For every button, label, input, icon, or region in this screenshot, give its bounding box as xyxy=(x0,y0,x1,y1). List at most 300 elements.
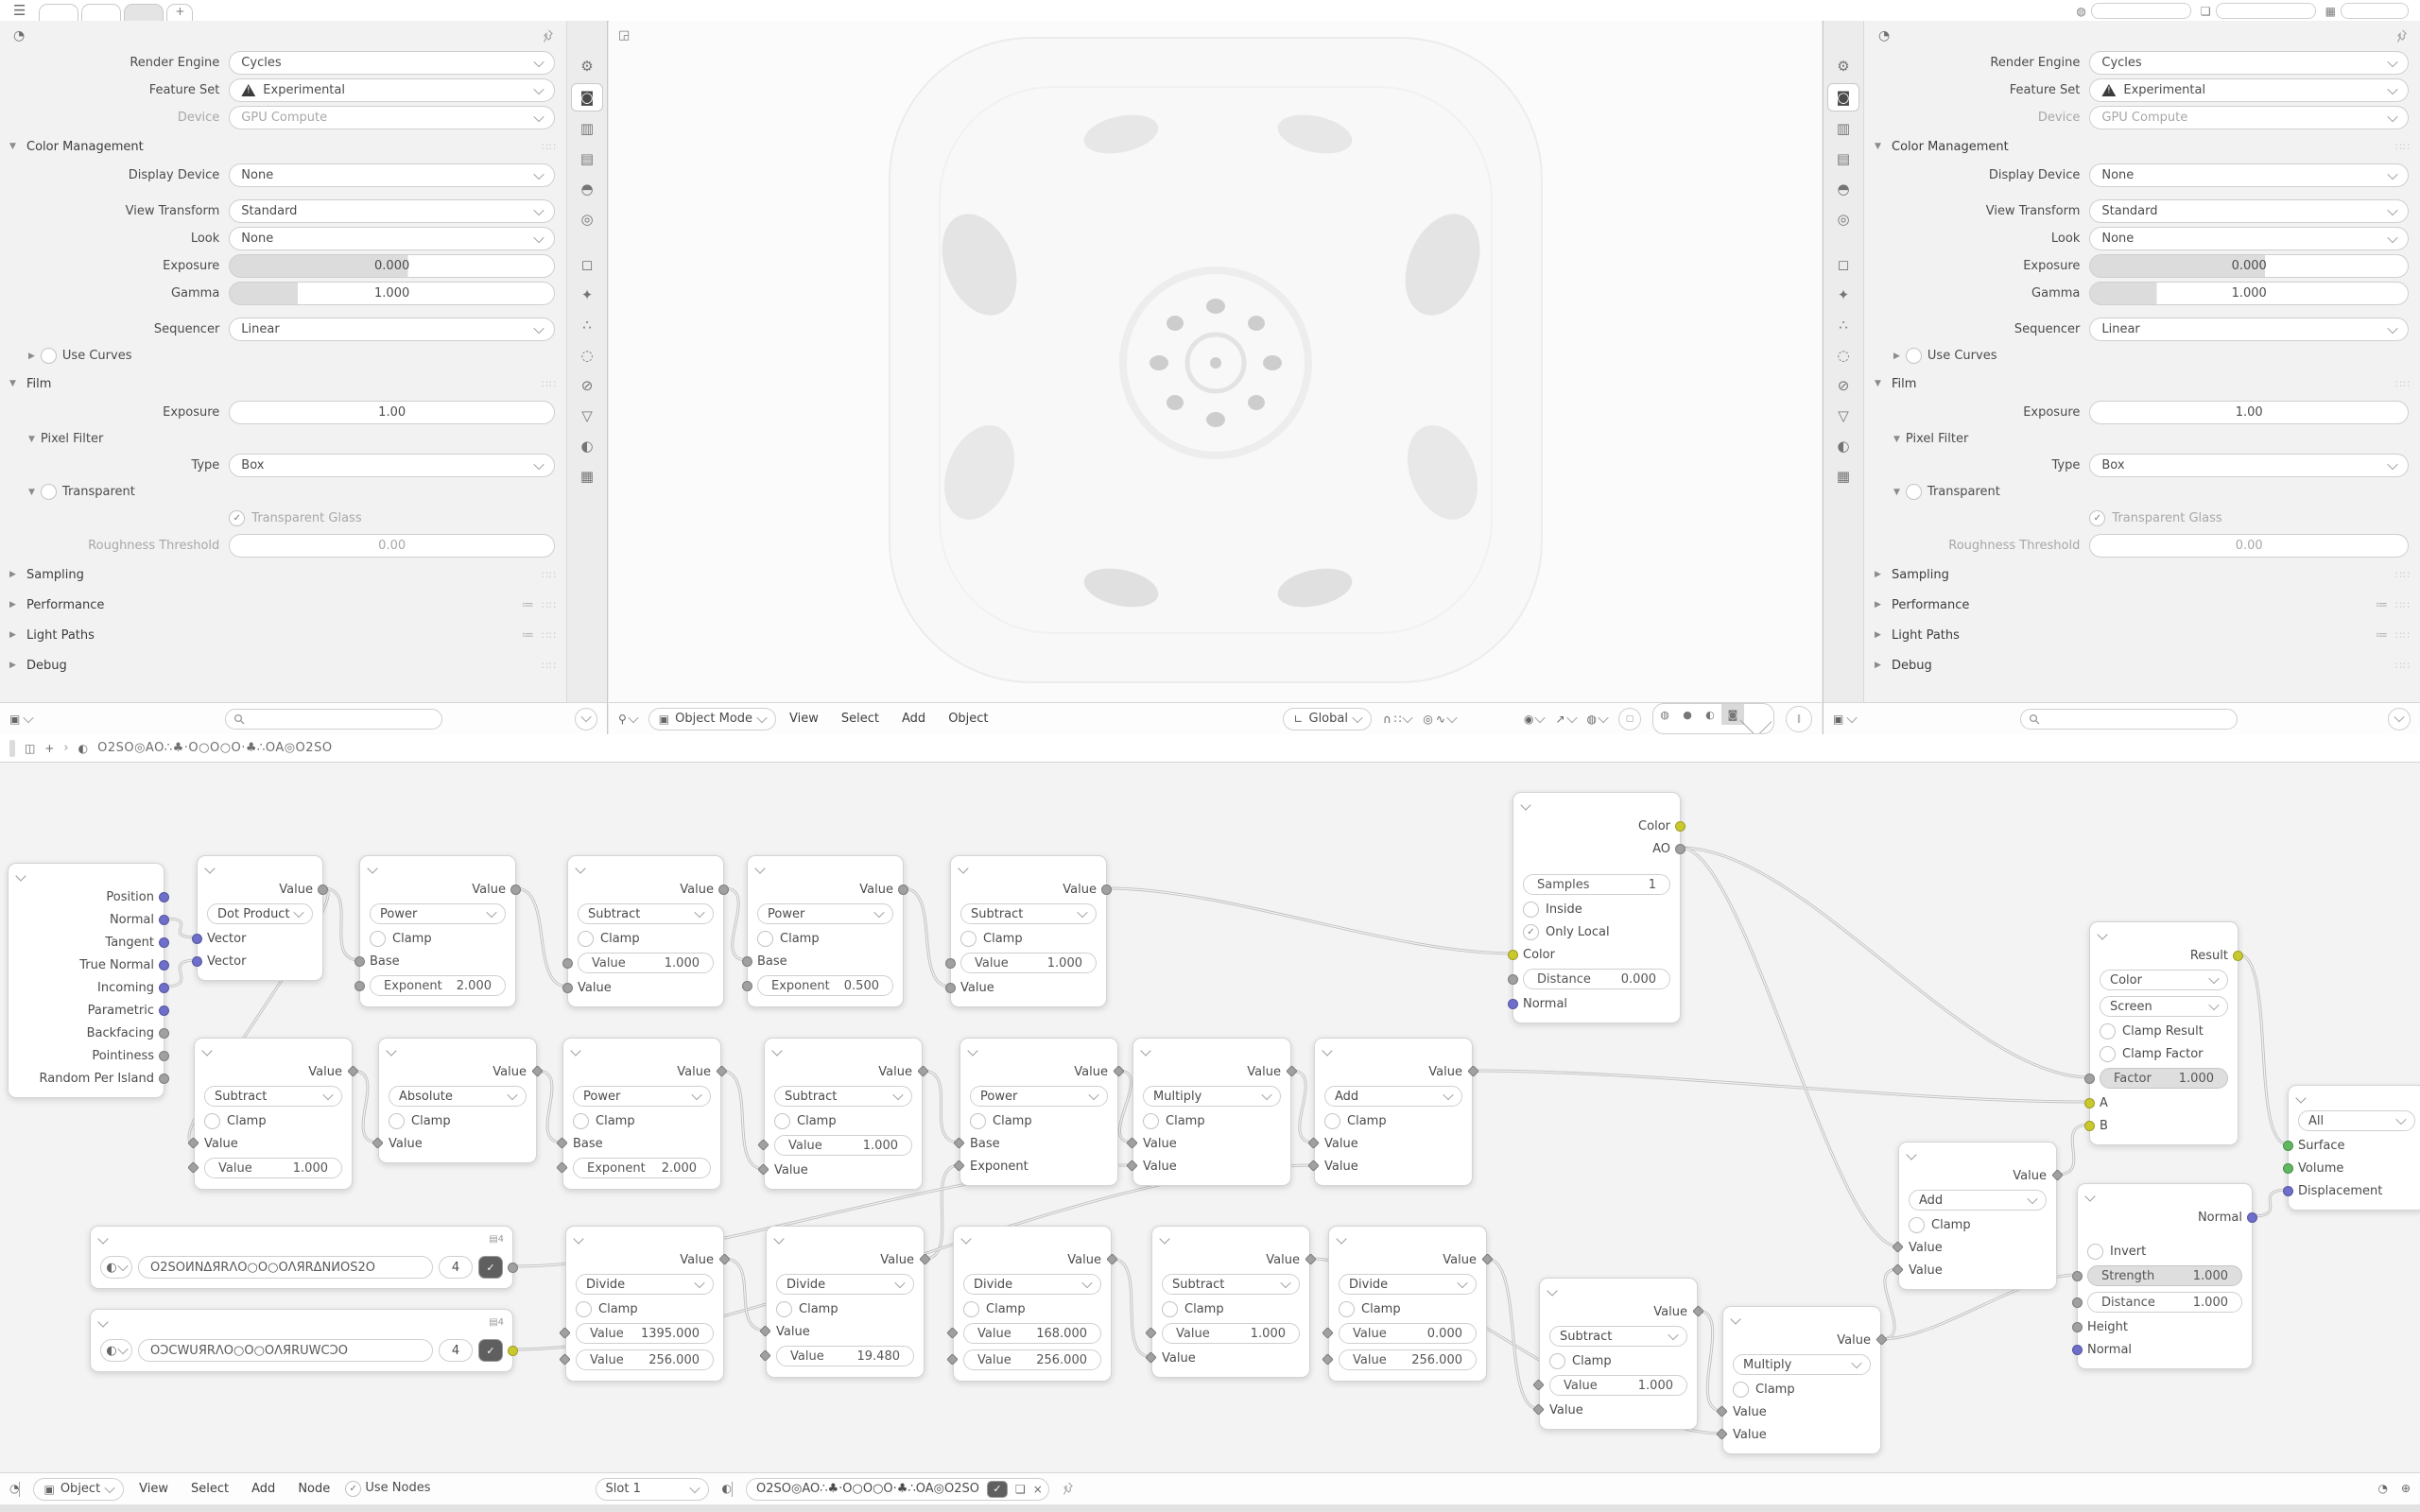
checkbox-icon[interactable] xyxy=(1909,1217,1925,1233)
dropdown-value: Multiply xyxy=(1743,1357,1792,1372)
socket-input xyxy=(945,983,956,993)
field-label: Render Engine xyxy=(130,56,220,70)
subpanel-use-curves[interactable]: ▶ Use Curves xyxy=(28,349,132,363)
node-p3[interactable] xyxy=(562,1038,721,1190)
field-display-device[interactable] xyxy=(229,163,555,187)
tab-constraints[interactable]: ⊘ xyxy=(580,377,594,394)
tab-data[interactable]: ▽ xyxy=(1838,407,1849,424)
socket-label: Value xyxy=(859,882,893,897)
field-feature-set[interactable] xyxy=(2089,78,2409,102)
transform-orientation[interactable] xyxy=(1283,708,1372,730)
view-layer-selector[interactable] xyxy=(2201,3,2316,19)
section-film[interactable] xyxy=(0,369,566,399)
pin-icon[interactable] xyxy=(543,29,555,43)
checkbox-icon[interactable] xyxy=(576,1301,592,1317)
node-dropdown[interactable] xyxy=(960,903,1097,924)
field-gamma[interactable] xyxy=(229,282,555,305)
workspace-tab[interactable] xyxy=(124,4,164,21)
field-view-transform[interactable] xyxy=(2089,199,2409,223)
node-d1[interactable] xyxy=(565,1226,724,1382)
copy-icon[interactable]: ❏ xyxy=(1014,1482,1026,1496)
node-dropdown[interactable] xyxy=(573,1086,711,1107)
section-color-management[interactable] xyxy=(1865,131,2420,162)
checkbox-icon[interactable] xyxy=(757,931,773,947)
tab-material[interactable]: ◐ xyxy=(580,438,594,455)
node-s4[interactable] xyxy=(764,1038,923,1190)
node-dropdown[interactable] xyxy=(757,903,893,924)
checkbox-transparent-glass[interactable] xyxy=(2089,510,2409,526)
field-sequencer[interactable] xyxy=(2089,318,2409,341)
socket-label: Value xyxy=(1549,1402,1583,1418)
xray-toggle[interactable]: ▢ xyxy=(1618,708,1641,730)
field-exposure[interactable] xyxy=(229,254,555,278)
section-light-paths[interactable] xyxy=(0,620,566,650)
tab-material[interactable]: ◐ xyxy=(1837,438,1850,455)
section-performance[interactable] xyxy=(0,590,566,620)
node-canvas[interactable] xyxy=(0,763,2420,1472)
field-view-transform[interactable] xyxy=(229,199,555,223)
value-field[interactable]: Value 0.000 xyxy=(1339,1323,1477,1344)
node-header[interactable] xyxy=(951,856,1106,877)
value-field[interactable]: Value 1.000 xyxy=(774,1135,912,1156)
collapse-icon xyxy=(201,1045,212,1056)
socket-label: Value xyxy=(1443,1252,1477,1267)
socket-label: Value xyxy=(680,882,714,897)
node-header[interactable] xyxy=(2078,1184,2252,1205)
node-header[interactable] xyxy=(1329,1227,1486,1247)
material-browse[interactable]: ◐ xyxy=(721,1482,732,1495)
node-header[interactable] xyxy=(566,1227,723,1247)
editor-type-icon[interactable]: ◲ xyxy=(618,28,631,43)
workspace-tab[interactable] xyxy=(39,4,78,21)
toggle-checkbox[interactable] xyxy=(41,348,57,364)
proportional-editing[interactable]: ◎ ∿ xyxy=(1423,713,1456,726)
value-field[interactable]: Distance 1.000 xyxy=(2087,1292,2242,1313)
node-dropdown[interactable] xyxy=(970,1086,1108,1107)
image-datablock-icon[interactable]: ◐ xyxy=(100,1256,132,1279)
tab-object[interactable]: ◻ xyxy=(1837,256,1850,273)
value-field[interactable]: Value 168.000 xyxy=(963,1323,1101,1344)
node-s1[interactable] xyxy=(567,855,724,1007)
node-header[interactable] xyxy=(1133,1039,1290,1059)
node-s3[interactable] xyxy=(194,1038,353,1190)
field-value: Experimental xyxy=(263,83,345,97)
node-dropdown[interactable] xyxy=(389,1086,527,1107)
workspace-tab[interactable] xyxy=(81,4,121,21)
node-dropdown[interactable] xyxy=(774,1086,912,1107)
node-dropdown[interactable] xyxy=(1162,1274,1300,1295)
field-roughness-threshold[interactable] xyxy=(2089,534,2409,558)
tab-view-layer[interactable]: ▤ xyxy=(1836,150,1851,167)
node-out1[interactable] xyxy=(2288,1085,2420,1211)
material-name-field[interactable] xyxy=(746,1478,1049,1501)
menu-object[interactable]: Object xyxy=(948,712,989,726)
menu-add[interactable]: Add xyxy=(251,1482,276,1496)
node-dropdown[interactable] xyxy=(776,1274,914,1295)
collapse-icon: ▼ xyxy=(9,379,16,388)
checkbox-icon[interactable] xyxy=(963,1301,979,1317)
filter-toggle[interactable]: ▣ xyxy=(1833,713,1856,726)
node-p2[interactable] xyxy=(747,855,904,1007)
toggle-checkbox[interactable] xyxy=(41,484,57,500)
checkbox-transparent-glass[interactable] xyxy=(229,510,555,526)
node-dropdown[interactable] xyxy=(2100,970,2228,990)
image-name-field[interactable]: OƆCWUЯRΛO○O○OΛЯRUWCƆO xyxy=(138,1339,433,1362)
collapse-icon xyxy=(97,1316,108,1327)
section-sampling[interactable] xyxy=(1865,559,2420,590)
subpanel-use-curves[interactable]: ▶ Use Curves xyxy=(1893,349,1997,363)
tab-modifiers[interactable]: ✦ xyxy=(580,286,594,303)
node-header[interactable] xyxy=(91,1310,512,1331)
checkbox-icon[interactable] xyxy=(204,1113,220,1129)
node-dropdown[interactable] xyxy=(1909,1190,2047,1211)
collapse-icon xyxy=(1336,1233,1346,1244)
checkbox-icon[interactable] xyxy=(1733,1382,1749,1398)
use-nodes-checkbox[interactable]: ✓ Use Nodes xyxy=(345,1481,430,1497)
dropdown-value: Power xyxy=(980,1089,1018,1104)
checkbox-label: Clamp xyxy=(598,1301,638,1316)
node-s6[interactable] xyxy=(1539,1278,1698,1430)
subpanel-transparent[interactable]: ▼ Transparent xyxy=(1893,485,2000,499)
tab-output[interactable]: ▥ xyxy=(579,120,595,137)
node-header[interactable] xyxy=(195,1039,352,1059)
filter-toggle[interactable]: ▣ xyxy=(9,713,32,726)
tab-object[interactable]: ◻ xyxy=(580,256,594,273)
node-dropdown[interactable] xyxy=(1339,1274,1477,1295)
checkbox-icon[interactable] xyxy=(370,931,386,947)
node-ao[interactable] xyxy=(1512,792,1681,1023)
shading-material[interactable]: ◐ xyxy=(1705,708,1715,721)
node-img1[interactable] xyxy=(90,1226,513,1289)
viewport-menus xyxy=(787,712,990,726)
value-field[interactable]: Distance 0.000 xyxy=(1523,969,1670,989)
node-header[interactable] xyxy=(767,1227,924,1247)
node-mix1[interactable] xyxy=(2089,921,2238,1145)
field-feature-set[interactable] xyxy=(229,78,555,102)
node-dropdown[interactable] xyxy=(576,1274,714,1295)
chevron-down-icon xyxy=(2387,168,2397,179)
snap-toggle[interactable]: ∩ ∷ xyxy=(1383,713,1411,726)
node-dropdown[interactable] xyxy=(1549,1326,1687,1347)
checkbox-icon[interactable] xyxy=(1339,1301,1355,1317)
toggle-checkbox[interactable] xyxy=(1906,484,1922,500)
node-ad2[interactable] xyxy=(1898,1142,2057,1290)
shader-editor-icon[interactable]: ◫ xyxy=(25,741,36,755)
scene-selector[interactable] xyxy=(2076,3,2190,19)
node-header[interactable] xyxy=(568,856,723,877)
image-datablock-icon[interactable]: ◐ xyxy=(100,1339,132,1362)
checkbox-icon[interactable] xyxy=(2087,1244,2103,1260)
editor-mode-icon[interactable]: ⚲ xyxy=(618,713,637,726)
field-type[interactable] xyxy=(229,454,555,477)
expand-icon: ▶ xyxy=(1875,570,1881,579)
checkbox-label: Clamp xyxy=(986,1301,1026,1316)
value-field[interactable]: Factor 1.000 xyxy=(2100,1068,2228,1089)
checkbox-icon[interactable] xyxy=(578,931,594,947)
value-field[interactable]: Value 256.000 xyxy=(1339,1349,1477,1370)
tab-scene[interactable]: ◓ xyxy=(580,180,594,198)
node-s5[interactable] xyxy=(1151,1226,1310,1378)
node-header[interactable] xyxy=(1152,1227,1309,1247)
section-light-paths[interactable] xyxy=(1865,620,2420,650)
field-roughness-threshold[interactable] xyxy=(229,534,555,558)
tab-texture[interactable]: ▦ xyxy=(1836,468,1851,485)
tab-constraints[interactable]: ⊘ xyxy=(1837,377,1850,394)
value-field[interactable]: Value 1.000 xyxy=(1162,1323,1300,1344)
node-dropdown[interactable] xyxy=(1324,1086,1462,1107)
tab-data[interactable]: ▽ xyxy=(581,407,593,424)
menu-view[interactable]: View xyxy=(789,712,819,726)
fake-user-shield-icon[interactable]: ✓ xyxy=(478,1256,503,1279)
node-bump1[interactable] xyxy=(2077,1183,2253,1369)
shading-mode-group xyxy=(1652,703,1774,734)
properties-editor-icon[interactable]: ◔ xyxy=(13,28,26,43)
field-exposure[interactable] xyxy=(229,401,555,424)
node-dropdown[interactable] xyxy=(2298,1110,2415,1131)
socket-label: Value xyxy=(472,882,506,897)
value-field[interactable]: Exponent 0.500 xyxy=(757,975,893,996)
pause-render-button[interactable]: ‖ xyxy=(1786,706,1812,732)
menu-select[interactable]: Select xyxy=(840,712,880,726)
field-gamma[interactable] xyxy=(2089,282,2409,305)
options-button[interactable] xyxy=(2388,708,2411,730)
value-field[interactable]: Value 19.480 xyxy=(776,1346,914,1366)
value-field[interactable]: Value 1.000 xyxy=(960,953,1097,973)
checkbox-icon[interactable] xyxy=(389,1113,405,1129)
chevron-down-icon xyxy=(1280,1278,1290,1288)
node-m1[interactable] xyxy=(1132,1038,1291,1186)
tab-particles[interactable]: ∴ xyxy=(582,317,592,334)
checkbox-icon[interactable] xyxy=(1162,1301,1178,1317)
node-header[interactable] xyxy=(960,1039,1117,1059)
checkbox-icon[interactable] xyxy=(1523,902,1539,918)
node-s2[interactable] xyxy=(950,855,1107,1007)
value-field[interactable]: Samples 1 xyxy=(1523,874,1670,895)
node-header[interactable] xyxy=(1315,1039,1472,1059)
section-debug[interactable] xyxy=(0,650,566,680)
properties-editor-icon[interactable]: ◔ xyxy=(1878,28,1891,43)
checkbox-icon[interactable] xyxy=(776,1301,792,1317)
field-device[interactable] xyxy=(229,106,555,129)
socket-input xyxy=(354,981,365,991)
node-header[interactable] xyxy=(1513,793,1680,814)
slot-selector[interactable] xyxy=(596,1478,709,1501)
checkbox-icon[interactable] xyxy=(774,1113,790,1129)
properties-editor-left xyxy=(0,21,608,734)
app-menu-icon[interactable]: ☰ xyxy=(13,2,26,19)
node-header[interactable] xyxy=(198,856,322,877)
value-field[interactable]: Exponent 2.000 xyxy=(370,975,506,996)
tab-scene[interactable]: ◓ xyxy=(1837,180,1850,198)
node-dropdown[interactable] xyxy=(207,903,313,924)
section-film[interactable] xyxy=(1865,369,2420,399)
warning-icon xyxy=(241,84,255,96)
node-header[interactable] xyxy=(563,1039,720,1059)
tab-particles[interactable]: ∴ xyxy=(1839,317,1848,334)
node-header[interactable] xyxy=(748,856,903,877)
tab-modifiers[interactable]: ✦ xyxy=(1837,286,1850,303)
tab-render[interactable]: ◙ xyxy=(571,83,603,112)
value-field[interactable]: Value 256.000 xyxy=(963,1349,1101,1370)
node-img2[interactable] xyxy=(90,1309,513,1372)
shading-solid[interactable]: ● xyxy=(1683,708,1692,721)
node-ad1[interactable] xyxy=(1314,1038,1473,1186)
tab-tool[interactable]: ⚙ xyxy=(580,58,594,75)
unlink-icon[interactable]: × xyxy=(1032,1482,1043,1496)
filter-selector[interactable] xyxy=(2325,3,2409,19)
shader-context-label: Object xyxy=(60,1482,101,1496)
value-field[interactable]: Exponent 2.000 xyxy=(573,1158,711,1178)
search-input[interactable] xyxy=(2020,709,2238,730)
search-input[interactable] xyxy=(225,709,442,730)
node-d4[interactable] xyxy=(1328,1226,1487,1382)
node-dropdown[interactable] xyxy=(1733,1354,1871,1375)
node-dot1[interactable] xyxy=(197,855,323,981)
shading-rendered[interactable]: ◙ xyxy=(1721,704,1744,725)
value-field[interactable]: Value 1395.000 xyxy=(576,1323,714,1344)
node-p4[interactable] xyxy=(959,1038,1118,1186)
tab-texture[interactable]: ▦ xyxy=(579,468,595,485)
node-d2[interactable] xyxy=(766,1226,925,1378)
node-header[interactable] xyxy=(954,1227,1111,1247)
field-device[interactable] xyxy=(2089,106,2409,129)
field-exposure[interactable] xyxy=(2089,254,2409,278)
field-type[interactable] xyxy=(2089,454,2409,477)
shader-type-icon[interactable]: ◔ xyxy=(9,1482,20,1495)
tab-output[interactable]: ▥ xyxy=(1836,120,1851,137)
node-dropdown[interactable] xyxy=(204,1086,342,1107)
checkbox-icon[interactable] xyxy=(2100,1046,2116,1062)
zoom-region-icon[interactable]: ⊕ xyxy=(2400,1482,2411,1495)
subsection-pixel-filter[interactable]: ▼ Pixel Filter xyxy=(28,432,104,446)
node-header[interactable] xyxy=(379,1039,536,1059)
shading-wireframe[interactable]: ◍ xyxy=(1660,708,1669,721)
field-render-engine[interactable] xyxy=(2089,51,2409,75)
node-dropdown[interactable] xyxy=(963,1274,1101,1295)
subsection-pixel-filter[interactable]: ▼ Pixel Filter xyxy=(1893,432,1969,446)
pin-icon[interactable] xyxy=(2396,29,2409,43)
drag-handle[interactable] xyxy=(9,740,15,757)
node-dropdown[interactable] xyxy=(370,903,506,924)
section-debug[interactable] xyxy=(1865,650,2420,680)
socket-output xyxy=(510,885,521,895)
checkbox-icon[interactable] xyxy=(1143,1113,1159,1129)
pin-icon[interactable] xyxy=(1063,1482,1075,1496)
overlays-toggle[interactable]: ◍ xyxy=(1587,713,1607,726)
section-label: Sampling xyxy=(26,567,84,582)
node-header[interactable] xyxy=(360,856,515,877)
checkbox-icon[interactable]: ✓ xyxy=(1523,924,1539,940)
checkbox-icon[interactable] xyxy=(1324,1113,1340,1129)
section-sampling[interactable] xyxy=(0,559,566,590)
socket-label: Value xyxy=(1837,1332,1871,1348)
options-button[interactable] xyxy=(575,708,597,730)
section-color-management[interactable] xyxy=(0,131,566,162)
field-sequencer[interactable] xyxy=(229,318,555,341)
checkbox-icon[interactable] xyxy=(573,1113,589,1129)
section-performance[interactable] xyxy=(1865,590,2420,620)
fake-user-shield-icon[interactable]: ✓ xyxy=(478,1339,503,1362)
chevron-down-icon xyxy=(1457,1278,1467,1288)
node-dropdown[interactable] xyxy=(2100,996,2228,1017)
node-header[interactable] xyxy=(91,1227,512,1247)
value-field[interactable]: Value 256.000 xyxy=(576,1349,714,1370)
image-name-field[interactable]: O2SOИNΔЯRΛO○O○OΛЯRΔNИOS2O xyxy=(138,1256,433,1279)
node-p1[interactable] xyxy=(359,855,516,1007)
frames-field[interactable]: 4 xyxy=(439,1256,473,1279)
node-header[interactable] xyxy=(765,1039,922,1059)
node-dropdown[interactable] xyxy=(1143,1086,1281,1107)
chevron-down-icon xyxy=(533,168,544,179)
checkbox-icon[interactable] xyxy=(970,1113,986,1129)
checkbox-icon[interactable] xyxy=(1549,1353,1565,1369)
visibility-toggle[interactable]: ◉ xyxy=(1524,713,1544,726)
node-header[interactable] xyxy=(1540,1279,1697,1299)
value-field[interactable]: Value 1.000 xyxy=(204,1158,342,1178)
subpanel-label: Use Curves xyxy=(1927,349,1997,363)
checkbox-icon[interactable] xyxy=(2100,1023,2116,1040)
tab-tool[interactable]: ⚙ xyxy=(1837,58,1850,75)
field-look[interactable] xyxy=(2089,227,2409,250)
node-m2[interactable] xyxy=(1722,1306,1881,1454)
value-field[interactable]: Value 1.000 xyxy=(578,953,714,973)
mode-selector[interactable] xyxy=(648,708,776,730)
node-header[interactable] xyxy=(2289,1086,2420,1107)
shader-context-selector[interactable] xyxy=(33,1478,124,1501)
node-header[interactable] xyxy=(2090,922,2238,943)
chevron-down-icon xyxy=(486,907,496,918)
collapse-icon xyxy=(386,1045,396,1056)
node-g1[interactable] xyxy=(8,863,164,1098)
field-exposure[interactable] xyxy=(2089,401,2409,424)
node-dropdown[interactable] xyxy=(578,903,714,924)
field-value: Standard xyxy=(241,204,298,218)
fake-user-shield-icon[interactable]: ✓ xyxy=(987,1481,1008,1498)
gizmos-toggle[interactable]: ↗ xyxy=(1555,713,1575,726)
value-field[interactable]: Value 1.000 xyxy=(1549,1375,1687,1396)
frames-field[interactable]: 4 xyxy=(439,1339,473,1362)
tab-render[interactable]: ◙ xyxy=(1827,83,1859,112)
node-header[interactable] xyxy=(1723,1307,1880,1328)
menu-add[interactable]: Add xyxy=(902,712,926,726)
menu-node[interactable]: Node xyxy=(298,1482,331,1496)
tab-view-layer[interactable]: ▤ xyxy=(579,150,595,167)
menu-select[interactable]: Select xyxy=(191,1482,230,1496)
menu-view[interactable]: View xyxy=(139,1482,169,1496)
render-preview-icon[interactable]: ◔ xyxy=(2377,1482,2388,1495)
subpanel-transparent[interactable]: ▼ Transparent xyxy=(28,485,135,499)
value-field[interactable]: Strength 1.000 xyxy=(2087,1265,2242,1286)
tab-world[interactable]: ◎ xyxy=(580,211,594,228)
tab-physics[interactable]: ◌ xyxy=(580,347,594,364)
dropdown-value: Subtract xyxy=(588,906,641,921)
node-header[interactable] xyxy=(9,864,164,885)
tab-physics[interactable]: ◌ xyxy=(1837,347,1850,364)
node-d3[interactable] xyxy=(953,1226,1112,1382)
subsection-label: Pixel Filter xyxy=(1905,432,1969,446)
field-look[interactable] xyxy=(229,227,555,250)
field-render-engine[interactable] xyxy=(229,51,555,75)
tab-world[interactable]: ◎ xyxy=(1837,211,1850,228)
new-workspace-tab[interactable]: + xyxy=(166,4,193,21)
checkbox-icon[interactable] xyxy=(960,931,977,947)
node-header[interactable] xyxy=(1899,1143,2056,1163)
node-a1[interactable] xyxy=(378,1038,537,1163)
toggle-checkbox[interactable] xyxy=(1906,348,1922,364)
viewport-3d[interactable] xyxy=(609,21,1822,734)
checkbox-label: Transparent Glass xyxy=(251,511,362,525)
field-display-device[interactable] xyxy=(2089,163,2409,187)
